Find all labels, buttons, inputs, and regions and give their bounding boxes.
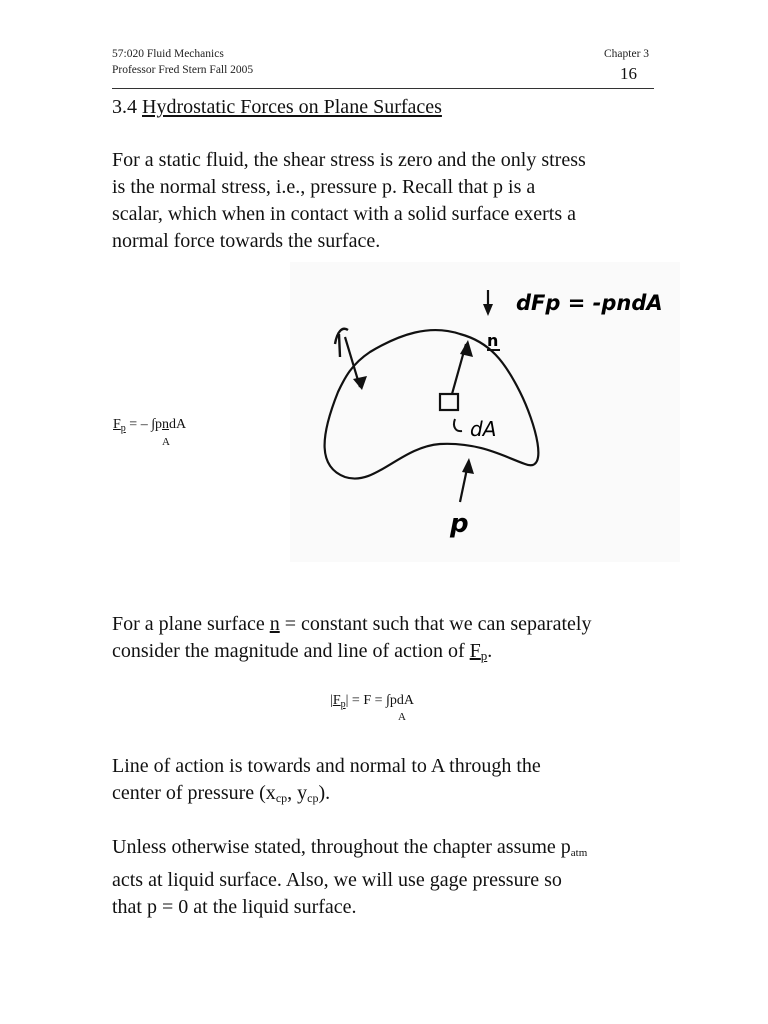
equation-rhs-end: dA — [169, 417, 187, 432]
normal-vector-symbol: n — [269, 613, 280, 635]
text-run: ). — [318, 782, 331, 804]
paragraph-line: For a static fluid, the shear stress is zero and the only stress — [112, 149, 586, 171]
section-heading — [112, 96, 442, 119]
paragraph-3 — [112, 753, 541, 812]
paragraph-line: is the normal stress, i.e., pressure p. Recall that p is a — [112, 176, 536, 198]
paragraph-line — [112, 834, 587, 867]
force-subscript: p — [340, 699, 346, 710]
pressure-label-bottom: p — [450, 509, 469, 539]
equation-rhs: = – ∫p — [125, 417, 163, 432]
force-symbol: F — [113, 417, 121, 432]
integral-limit-2: A — [398, 711, 406, 723]
text-run: consider the magnitude and line of action of — [112, 640, 470, 662]
subscript: cp — [307, 791, 319, 805]
section-title: Hydrostatic Forces on Plane Surfaces — [142, 96, 442, 118]
dA-label: dA — [470, 417, 497, 441]
abs-bar-open: | — [330, 693, 333, 708]
course-title: 57:020 Fluid Mechanics — [112, 48, 224, 60]
paragraph-line: Line of action is towards and normal to A through the — [112, 755, 541, 777]
paragraph-4 — [112, 834, 587, 921]
professor-term: Professor Fred Stern Fall 2005 — [112, 64, 254, 76]
integral-limit: A — [162, 436, 170, 448]
paragraph-2 — [112, 611, 591, 669]
differential-force-label: dFp = -pndA — [516, 291, 663, 315]
chapter-label: Chapter 3 — [604, 48, 650, 60]
paragraph-line: acts at liquid surface. Also, we will use gage pressure so — [112, 869, 562, 891]
force-symbol: F — [332, 693, 341, 708]
force-symbol: F — [469, 640, 481, 662]
text-run: Unless otherwise stated, throughout the chapter assume p — [112, 836, 571, 858]
normal-symbol: n — [162, 417, 170, 432]
subscript: cp — [275, 791, 288, 805]
subscript: atm — [570, 847, 588, 859]
paragraph-line: scalar, which when in contact with a solid surface exerts a — [112, 203, 577, 225]
paragraph-line: normal force towards the surface. — [112, 230, 381, 252]
text-run: center of pressure (x — [112, 782, 276, 804]
normal-label: n — [487, 331, 499, 350]
abs-bar-close: | — [345, 693, 349, 708]
paragraph-line — [112, 780, 541, 812]
paragraph-line: that p = 0 at the liquid surface. — [112, 896, 357, 918]
paragraph-line — [112, 611, 591, 638]
text-run: . — [487, 640, 493, 662]
page-number: 16 — [620, 64, 637, 83]
equation-rhs: = F = ∫pdA — [348, 693, 414, 708]
section-number: 3.4 — [112, 96, 137, 118]
force-integral-equation — [113, 417, 186, 434]
paragraph-1 — [112, 147, 586, 255]
force-magnitude-equation — [330, 693, 414, 710]
pressure-force-diagram — [290, 262, 680, 562]
text-run: = constant such that we can separately — [279, 613, 592, 635]
text-run: , y — [287, 782, 308, 804]
force-subscript: p — [120, 423, 126, 434]
force-subscript: p — [480, 648, 488, 663]
paragraph-line — [112, 638, 591, 669]
header-rule — [112, 88, 654, 89]
text-run: For a plane surface — [112, 613, 270, 635]
